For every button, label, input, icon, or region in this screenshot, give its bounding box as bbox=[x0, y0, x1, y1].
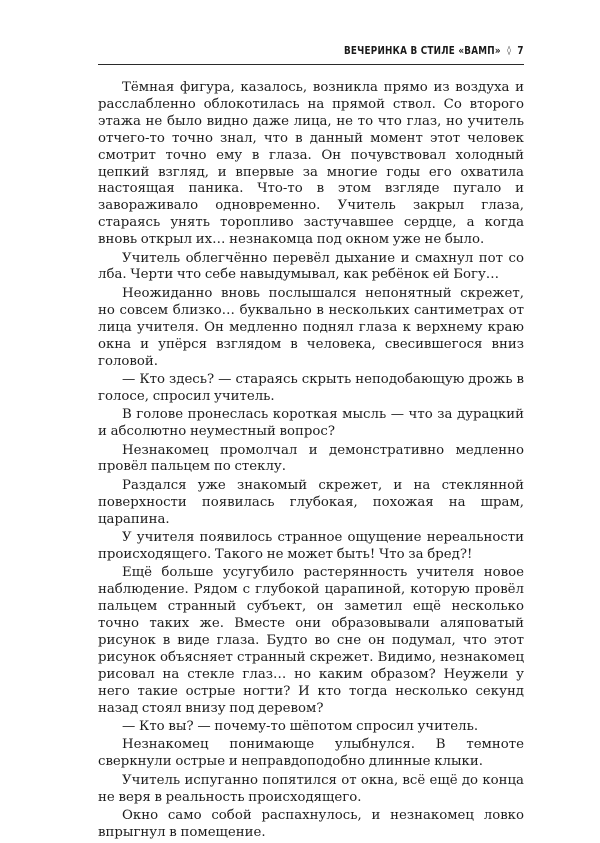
paragraph: Окно само собой распахнулось, и незнакомец ловко впрыгнул в помещение. bbox=[98, 808, 524, 840]
body-text bbox=[98, 80, 524, 843]
paragraph: Тёмная фигура, казалось, возникла прямо из воздуха и расслабленно облокотилась на прямой ствол. Со второго этажа не было видно даже лица, не то что глаз, но учитель отчего-то точно знал, что в данный момент этот человек смотрит точно ему в глаза. Он почувствовал холодный цепкий взгляд, и впервые за многие годы его охватила настоящая паника. Что-то в этом взгляде пугало и завораживало одновременно. Учитель закрыл глаза, стараясь унять торопливо застучавшее сердце, а когда вновь открыл их… незнакомца под окном уже не было. bbox=[98, 80, 524, 248]
paragraph: — Кто здесь? — стараясь скрыть неподобающую дрожь в голосе, спросил учитель. bbox=[98, 371, 524, 404]
diamond-separator-icon: ◊ bbox=[507, 45, 512, 56]
paragraph: Раздался уже знакомый скрежет, и на стеклянной поверхности появилась глубокая, похожая на шрам, царапина. bbox=[98, 477, 524, 527]
paragraph: Неожиданно вновь послышался непонятный скрежет, но совсем близко… буквально в нескольких сантиметрах от лица учителя. Он медленно поднял глаза к верхнему краю окна и упёрся взглядом в человека, свесившегося вниз головой. bbox=[98, 285, 524, 369]
paragraph: Незнакомец понимающе улыбнулся. В темноте сверкнули острые и неправдоподобно длинные клыки. bbox=[98, 737, 524, 770]
paragraph: В голове пронеслась короткая мысль — что за дурацкий и абсолютно неуместный вопрос? bbox=[98, 407, 524, 440]
header-rule bbox=[98, 64, 524, 65]
paragraph: — Кто вы? — почему-то шёпотом спросил учитель. bbox=[122, 719, 479, 735]
paragraph: Незнакомец промолчал и демонстративно медленно провёл пальцем по стеклу. bbox=[98, 442, 524, 475]
running-head bbox=[344, 44, 524, 57]
paragraph: Ещё больше усугубило растерянность учителя новое наблюдение. Рядом с глубокой царапиной, которую провёл пальцем странный субъект, он заметил ещё несколько точно таких же. Вместе они образовывали аляповатый рисунок в виде глаза. Будто во сне он подумал, что этот рисунок объясняет странный скрежет. Видимо, незнакомец рисовал на стекле глаз… но каким образом? Неужели у него такие острые ногти? И кто тогда несколько секунд назад стоял внизу под деревом? bbox=[98, 565, 524, 716]
page-number: 7 bbox=[517, 44, 524, 57]
running-title: ВЕЧЕРИНКА В СТИЛЕ «ВАМП» bbox=[344, 44, 502, 57]
paragraph: Учитель испуганно попятился от окна, всё ещё до конца не веря в реальность происходящего. bbox=[98, 772, 524, 805]
paragraph: Учитель облегчённо перевёл дыхание и смахнул пот со лба. Черти что себе навыдумывал, как ребёнок ей Богу… bbox=[98, 250, 524, 283]
paragraph: У учителя появилось странное ощущение нереальности происходящего. Такого не может быть! Что за бред?! bbox=[98, 530, 524, 562]
